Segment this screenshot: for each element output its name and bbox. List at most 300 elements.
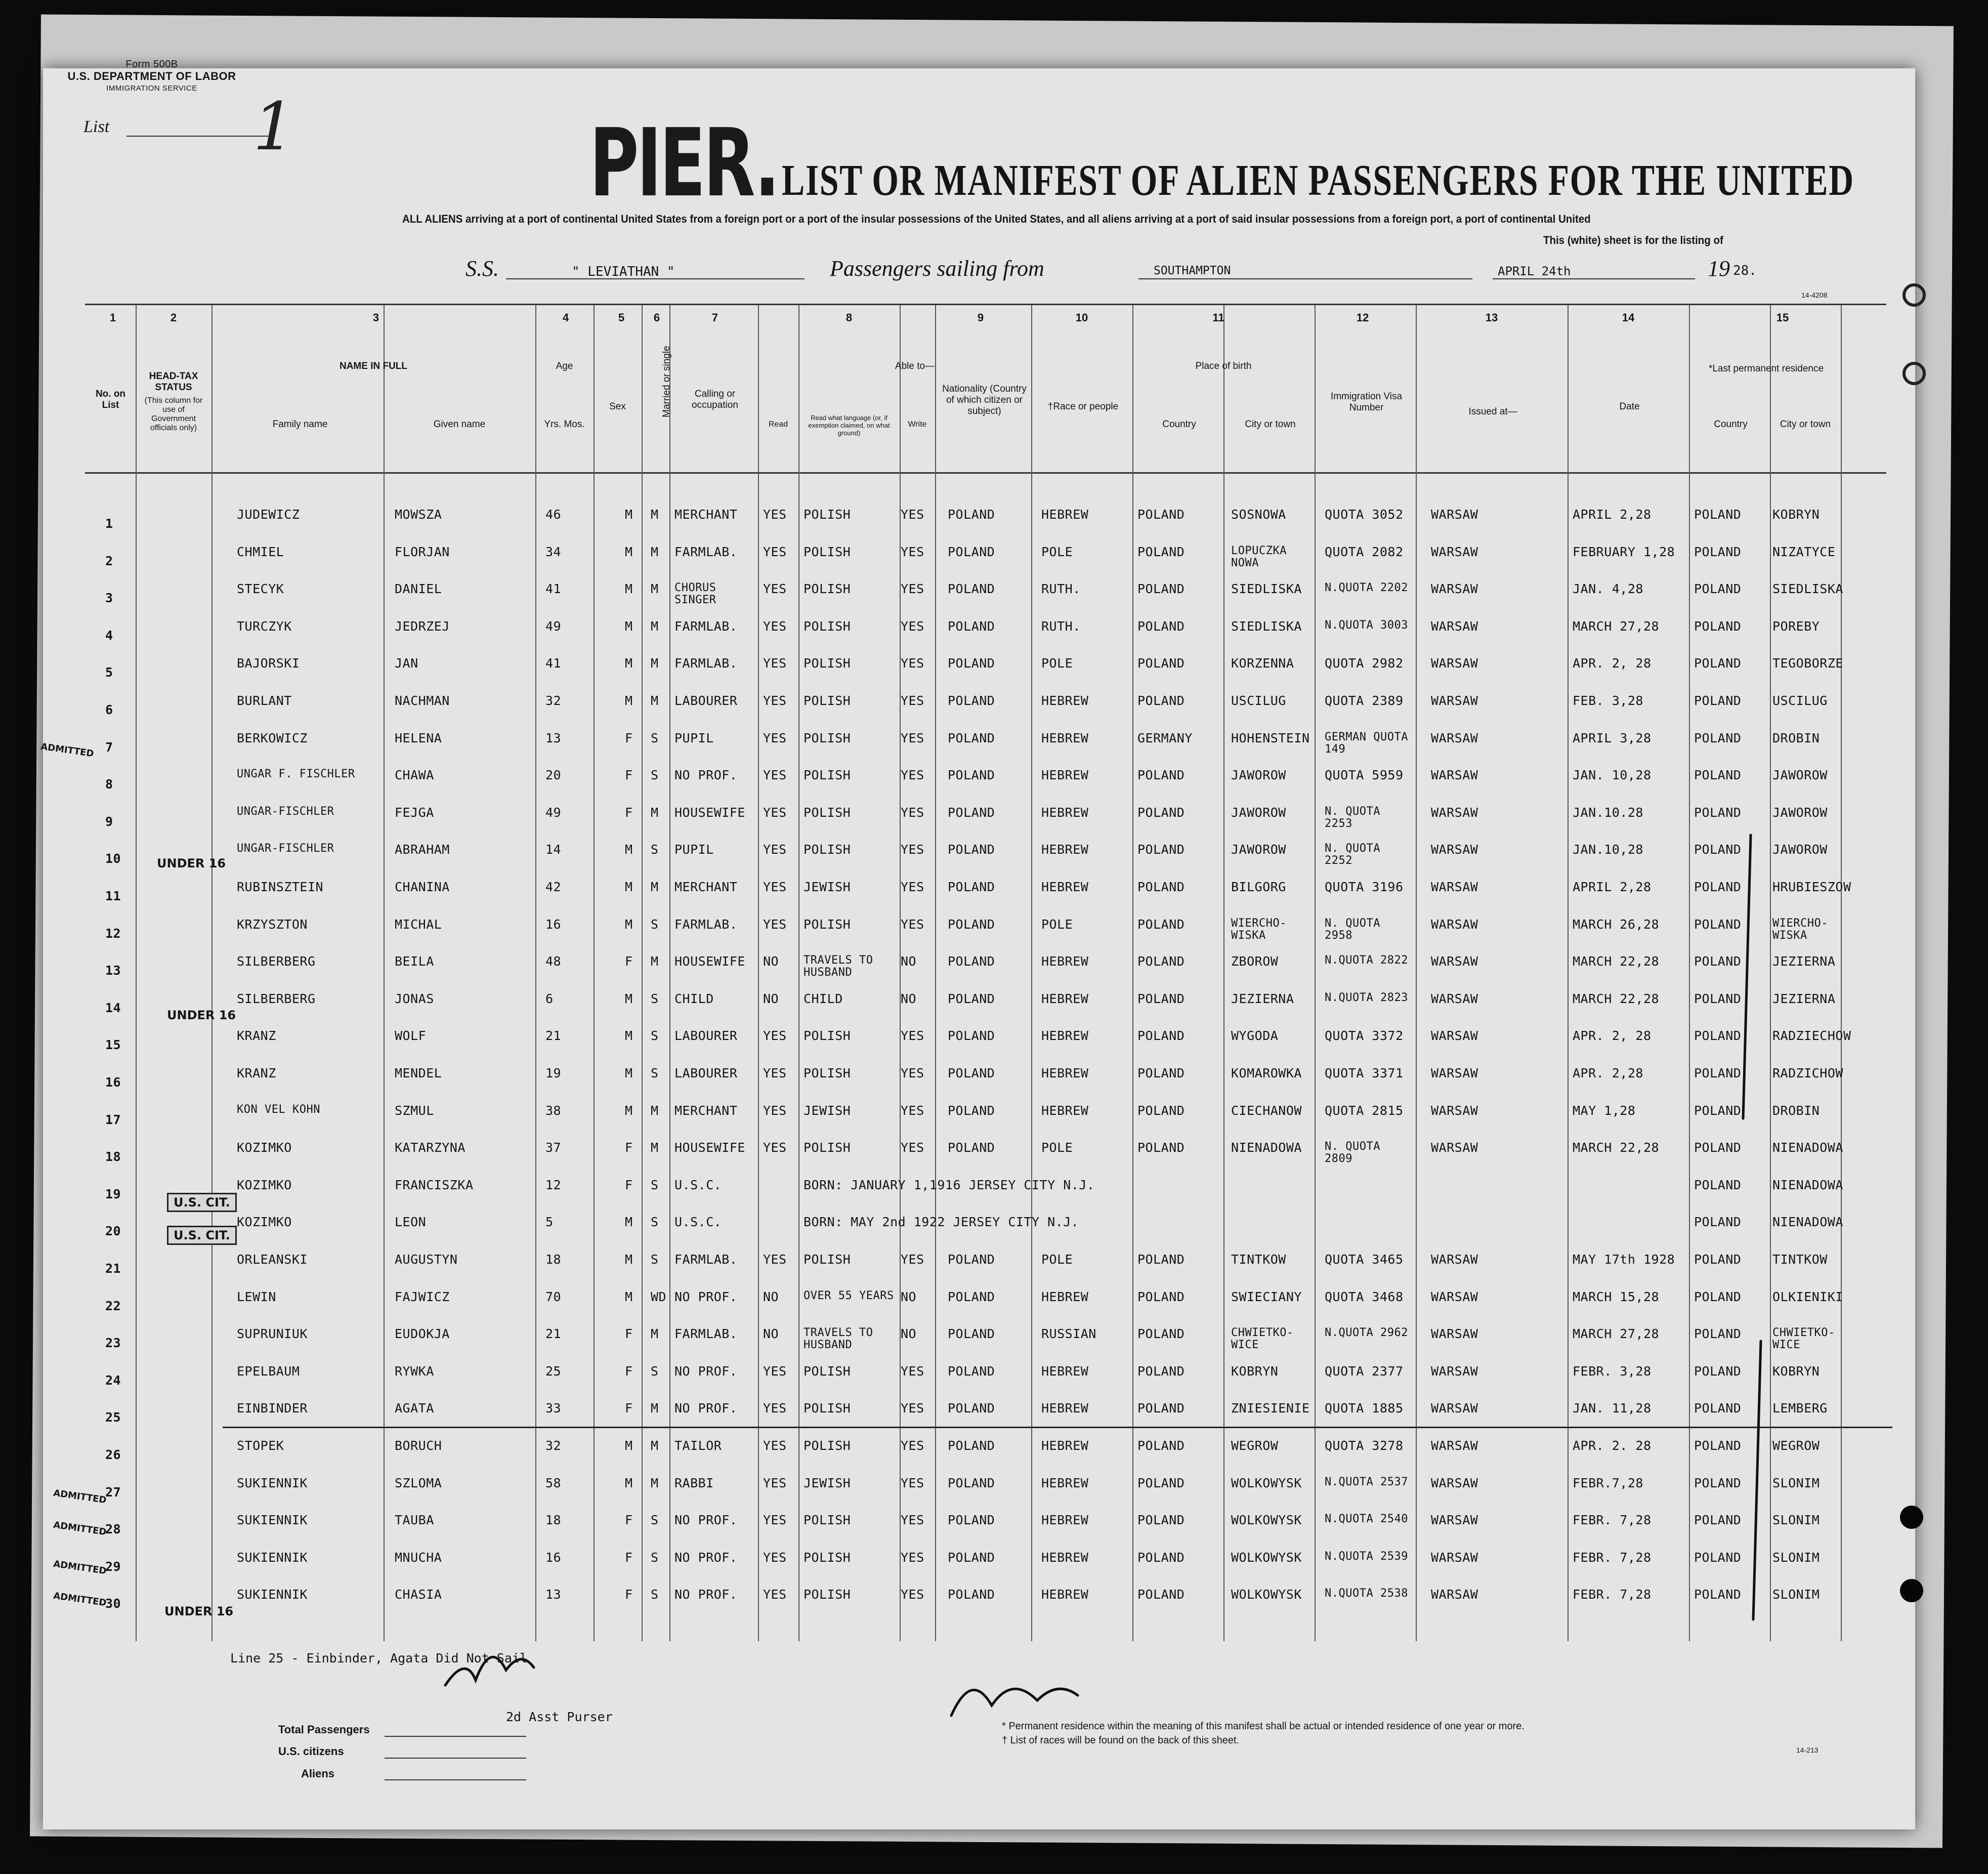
family-name: ORLEANSKI bbox=[237, 1252, 308, 1267]
family-name: BAJORSKI bbox=[237, 656, 300, 671]
write: YES bbox=[901, 618, 924, 634]
row-number: 29 bbox=[105, 1559, 121, 1574]
visa-number: QUOTA 2982 bbox=[1325, 656, 1404, 671]
family-name: STOPEK bbox=[237, 1438, 284, 1453]
age: 58 bbox=[545, 1475, 562, 1490]
read-language: CHILD bbox=[803, 991, 843, 1006]
line25-note: Line 25 - Einbinder, Agata Did Not Sail bbox=[230, 1651, 527, 1665]
residence-city: CHWIETKO- WICE bbox=[1772, 1326, 1835, 1352]
residence-city: RADZIECHOW bbox=[1772, 1028, 1851, 1044]
family-name: SUKIENNIK bbox=[237, 1513, 308, 1528]
visa-number: QUOTA 3196 bbox=[1325, 880, 1404, 894]
port-name: SOUTHAMPTON bbox=[1154, 264, 1231, 277]
sex: M bbox=[625, 1215, 633, 1230]
write: NO bbox=[901, 1326, 917, 1342]
age: 18 bbox=[545, 1252, 562, 1267]
col-number: 2 bbox=[170, 311, 177, 324]
sex: M bbox=[625, 1066, 633, 1080]
given-name: LEON bbox=[395, 1215, 427, 1230]
age: 6 bbox=[545, 991, 554, 1006]
nationality: POLAND bbox=[948, 656, 995, 671]
occupation: LABOURER bbox=[674, 1028, 738, 1044]
family-name: RUBINSZTEIN bbox=[237, 880, 324, 894]
read: NO bbox=[763, 954, 779, 969]
family-name: UNGAR-FISCHLER bbox=[237, 842, 334, 855]
col-number: 9 bbox=[977, 311, 984, 324]
row-number: 24 bbox=[105, 1372, 121, 1388]
col-number: 3 bbox=[372, 311, 379, 324]
sex: M bbox=[625, 917, 633, 932]
pier-stamp: PIER. bbox=[589, 108, 778, 218]
residence-country: POLAND bbox=[1694, 618, 1742, 634]
family-name: EINBINDER bbox=[237, 1401, 308, 1416]
birth-country: POLAND bbox=[1137, 1252, 1185, 1267]
list-number: 1 bbox=[253, 88, 295, 165]
occupation: NO PROF. bbox=[674, 1550, 738, 1565]
visa-date: MARCH 22,28 bbox=[1573, 991, 1660, 1006]
write: YES bbox=[901, 880, 924, 894]
birth-country: POLAND bbox=[1137, 805, 1185, 820]
row-number: 2 bbox=[105, 553, 113, 568]
given-name: FAJWICZ bbox=[395, 1289, 450, 1304]
header-race: †Race or people bbox=[1047, 401, 1119, 412]
page-title: LIST OR MANIFEST OF ALIEN PASSENGERS FOR THE UNITED bbox=[782, 155, 1854, 204]
row-number: 27 bbox=[105, 1484, 121, 1500]
header-write: Write bbox=[908, 420, 927, 429]
row-number: 28 bbox=[105, 1522, 121, 1537]
age: 13 bbox=[545, 730, 562, 745]
visa-number: QUOTA 2082 bbox=[1325, 544, 1404, 559]
birth-country: POLAND bbox=[1137, 842, 1185, 857]
birth-country: POLAND bbox=[1137, 656, 1185, 671]
nationality: POLAND bbox=[948, 1401, 995, 1416]
write: YES bbox=[901, 1401, 924, 1416]
under16-stamp: UNDER 16 bbox=[164, 1604, 234, 1618]
race: HEBREW bbox=[1041, 1363, 1089, 1379]
write: YES bbox=[901, 730, 924, 745]
nationality: POLAND bbox=[948, 805, 995, 820]
birth-country: POLAND bbox=[1137, 693, 1185, 708]
marital-status: M bbox=[651, 544, 659, 559]
occupation: LABOURER bbox=[674, 693, 738, 708]
issued-at: WARSAW bbox=[1431, 842, 1478, 857]
sailing-date: APRIL 24th bbox=[1498, 264, 1571, 278]
header-visa-date: Date bbox=[1619, 401, 1640, 412]
header-married: Married or single bbox=[661, 346, 672, 418]
read: YES bbox=[763, 1252, 787, 1267]
birth-city: TINTKOW bbox=[1231, 1252, 1286, 1267]
nationality: POLAND bbox=[948, 618, 995, 634]
occupation: HOUSEWIFE bbox=[674, 1140, 745, 1155]
nationality: POLAND bbox=[948, 1587, 995, 1602]
visa-date: JAN. 10,28 bbox=[1573, 768, 1652, 783]
birth-city: JEZIERNA bbox=[1231, 991, 1294, 1006]
sex: F bbox=[625, 1401, 633, 1416]
visa-number: QUOTA 3465 bbox=[1325, 1252, 1404, 1267]
header-birth-city: City or town bbox=[1245, 419, 1296, 430]
visa-date: JAN.10.28 bbox=[1573, 805, 1643, 820]
marital-status: S bbox=[651, 768, 659, 783]
marital-status: M bbox=[651, 954, 659, 969]
occupation: NO PROF. bbox=[674, 1401, 738, 1416]
nationality: POLAND bbox=[948, 1363, 995, 1379]
given-name: HELENA bbox=[395, 730, 442, 745]
visa-date: MARCH 27,28 bbox=[1573, 1326, 1660, 1342]
given-name: KATARZYNA bbox=[395, 1140, 466, 1155]
sex: M bbox=[625, 693, 633, 708]
given-name: TAUBA bbox=[395, 1513, 434, 1528]
visa-number: N.QUOTA 2823 bbox=[1325, 991, 1408, 1004]
given-name: JEDRZEJ bbox=[395, 618, 450, 634]
sex: M bbox=[625, 618, 633, 634]
visa-date: MARCH 15,28 bbox=[1573, 1289, 1660, 1304]
given-name: FLORJAN bbox=[395, 544, 450, 559]
family-name: KRANZ bbox=[237, 1028, 276, 1044]
write: NO bbox=[901, 954, 917, 969]
residence-city: NIENADOWA bbox=[1772, 1215, 1843, 1230]
birth-country: POLAND bbox=[1137, 1363, 1185, 1379]
read-language: POLISH bbox=[803, 1363, 851, 1379]
read-language: POLISH bbox=[803, 656, 851, 671]
issued-at: WARSAW bbox=[1431, 1363, 1478, 1379]
race: POLE bbox=[1041, 917, 1073, 932]
issued-at: WARSAW bbox=[1431, 880, 1478, 894]
residence-city: WEGROW bbox=[1772, 1438, 1820, 1453]
birth-country: POLAND bbox=[1137, 954, 1185, 969]
age: 41 bbox=[545, 656, 562, 671]
nationality: POLAND bbox=[948, 1326, 995, 1342]
marital-status: S bbox=[651, 917, 659, 932]
read-language: POLISH bbox=[803, 1550, 851, 1565]
read: YES bbox=[763, 805, 787, 820]
col-number: 1 bbox=[109, 311, 116, 324]
race: RUSSIAN bbox=[1041, 1326, 1096, 1342]
issued-at: WARSAW bbox=[1431, 1066, 1478, 1080]
birth-country: POLAND bbox=[1137, 1103, 1185, 1118]
given-name: CHAWA bbox=[395, 768, 434, 783]
footer-code: 14-213 bbox=[1796, 1746, 1818, 1754]
marital-status: S bbox=[651, 991, 659, 1006]
given-name: FRANCISZKA bbox=[395, 1177, 474, 1192]
birth-city: WOLKOWYSK bbox=[1231, 1513, 1302, 1528]
row-number: 9 bbox=[105, 814, 113, 829]
visa-date: MARCH 27,28 bbox=[1573, 618, 1660, 634]
residence-city: JAWOROW bbox=[1772, 768, 1828, 783]
occupation: FARMLAB. bbox=[674, 1326, 738, 1342]
race: HEBREW bbox=[1041, 1475, 1089, 1490]
race: HEBREW bbox=[1041, 693, 1089, 708]
residence-city: NIENADOWA bbox=[1772, 1140, 1843, 1155]
issued-at: WARSAW bbox=[1431, 730, 1478, 745]
read-language: BORN: JANUARY 1,1916 JERSEY CITY N.J. bbox=[803, 1177, 1095, 1192]
footnote-races: † List of races will be found on the back of this sheet. bbox=[1002, 1735, 1240, 1746]
residence-city: JEZIERNA bbox=[1772, 954, 1836, 969]
age: 20 bbox=[545, 768, 562, 783]
col-number: 14 bbox=[1622, 311, 1635, 324]
read-language: POLISH bbox=[803, 1140, 851, 1155]
birth-city: WIERCHO- WISKA bbox=[1231, 917, 1287, 942]
row-number: 22 bbox=[105, 1298, 121, 1313]
visa-date: MARCH 26,28 bbox=[1573, 917, 1660, 932]
occupation: MERCHANT bbox=[674, 507, 738, 522]
race: POLE bbox=[1041, 1140, 1073, 1155]
read: YES bbox=[763, 730, 787, 745]
nationality: POLAND bbox=[948, 1289, 995, 1304]
write: YES bbox=[901, 842, 924, 857]
age: 49 bbox=[545, 618, 562, 634]
residence-country: POLAND bbox=[1694, 805, 1742, 820]
write: YES bbox=[901, 1513, 924, 1528]
race: HEBREW bbox=[1041, 1438, 1089, 1453]
family-name: SILBERBERG bbox=[237, 954, 316, 969]
purser-label: 2d Asst Purser bbox=[506, 1710, 613, 1724]
residence-city: NIENADOWA bbox=[1772, 1177, 1843, 1192]
sex: M bbox=[625, 1438, 633, 1453]
birth-country: POLAND bbox=[1137, 618, 1185, 634]
visa-date: FEBR. 7,28 bbox=[1573, 1587, 1652, 1602]
race: HEBREW bbox=[1041, 805, 1089, 820]
nationality: POLAND bbox=[948, 1252, 995, 1267]
marital-status: S bbox=[651, 1363, 659, 1379]
race: HEBREW bbox=[1041, 1587, 1089, 1602]
visa-number: N.QUOTA 2822 bbox=[1325, 954, 1408, 967]
given-name: DANIEL bbox=[395, 581, 442, 597]
write: YES bbox=[901, 544, 924, 559]
header-visa: Immigration Visa Number bbox=[1330, 391, 1403, 413]
birth-city: ZNIESIENIE bbox=[1231, 1401, 1310, 1416]
residence-city: TEGOBORZE bbox=[1772, 656, 1843, 671]
visa-number: N. QUOTA 2958 bbox=[1325, 917, 1380, 942]
residence-city: JAWOROW bbox=[1772, 842, 1828, 857]
residence-city: KOBRYN bbox=[1772, 1363, 1820, 1379]
ship-name: " LEVIATHAN " bbox=[572, 264, 675, 279]
issued-at: WARSAW bbox=[1431, 1438, 1478, 1453]
issued-at: WARSAW bbox=[1431, 507, 1478, 522]
row-number: 7 bbox=[105, 739, 113, 755]
race: HEBREW bbox=[1041, 991, 1089, 1006]
residence-country: POLAND bbox=[1694, 1550, 1742, 1565]
birth-city: WOLKOWYSK bbox=[1231, 1587, 1302, 1602]
read-language: POLISH bbox=[803, 1438, 851, 1453]
header-place-of-birth: Place of birth bbox=[1195, 361, 1252, 371]
occupation: FARMLAB. bbox=[674, 544, 738, 559]
marital-status: M bbox=[651, 805, 659, 820]
row-number: 12 bbox=[105, 926, 121, 941]
row-number: 16 bbox=[105, 1075, 121, 1090]
read: YES bbox=[763, 1550, 787, 1565]
header-family-name: Family name bbox=[272, 419, 328, 430]
age: 46 bbox=[545, 507, 562, 522]
write: YES bbox=[901, 1103, 924, 1118]
write: YES bbox=[901, 507, 924, 522]
residence-country: POLAND bbox=[1694, 1289, 1742, 1304]
birth-country: POLAND bbox=[1137, 1438, 1185, 1453]
sex: M bbox=[625, 656, 633, 671]
read: YES bbox=[763, 1438, 787, 1453]
col-number: 15 bbox=[1776, 311, 1789, 324]
department: U.S. DEPARTMENT OF LABOR bbox=[67, 70, 236, 82]
residence-country: POLAND bbox=[1694, 1438, 1742, 1453]
row-number: 25 bbox=[105, 1410, 121, 1425]
marital-status: S bbox=[651, 1513, 659, 1528]
issued-at: WARSAW bbox=[1431, 954, 1478, 969]
write: YES bbox=[901, 1550, 924, 1565]
family-name: KRZYSZTON bbox=[237, 917, 308, 932]
residence-city: WIERCHO- WISKA bbox=[1772, 917, 1828, 942]
read: YES bbox=[763, 768, 787, 783]
age: 5 bbox=[545, 1215, 554, 1230]
read: YES bbox=[763, 1401, 787, 1416]
row-number: 19 bbox=[105, 1186, 121, 1201]
given-name: SZLOMA bbox=[395, 1475, 442, 1490]
age: 12 bbox=[545, 1177, 562, 1192]
birth-country: POLAND bbox=[1137, 991, 1185, 1006]
given-name: AGATA bbox=[395, 1401, 434, 1416]
read-language: POLISH bbox=[803, 842, 851, 857]
row-number: 5 bbox=[105, 665, 113, 680]
marital-status: S bbox=[651, 730, 659, 745]
residence-city: SIEDLISKA bbox=[1772, 581, 1843, 597]
age: 37 bbox=[545, 1140, 562, 1155]
col-number: 12 bbox=[1356, 311, 1369, 324]
race: HEBREW bbox=[1041, 730, 1089, 745]
write: YES bbox=[901, 917, 924, 932]
residence-country: POLAND bbox=[1694, 917, 1742, 932]
total-passengers-label: Total Passengers bbox=[278, 1723, 370, 1736]
sex: M bbox=[625, 1103, 633, 1118]
residence-city: POREBY bbox=[1772, 618, 1820, 634]
race: HEBREW bbox=[1041, 880, 1089, 894]
row-number: 10 bbox=[105, 851, 121, 866]
visa-number: QUOTA 2815 bbox=[1325, 1103, 1404, 1118]
birth-city: USCILUG bbox=[1231, 693, 1286, 708]
sex: M bbox=[625, 581, 633, 597]
form-number: Form 500B bbox=[125, 59, 178, 70]
issued-at: WARSAW bbox=[1431, 1401, 1478, 1416]
write: YES bbox=[901, 1140, 924, 1155]
given-name: BEILA bbox=[395, 954, 434, 969]
residence-country: POLAND bbox=[1694, 1401, 1742, 1416]
read: YES bbox=[763, 842, 787, 857]
given-name: CHANINA bbox=[395, 880, 450, 894]
given-name: ABRAHAM bbox=[395, 842, 450, 857]
admitted-stamp: ADMITTED bbox=[40, 741, 95, 760]
row-number: 18 bbox=[105, 1149, 121, 1164]
nationality: POLAND bbox=[948, 917, 995, 932]
year-prefix: 19 bbox=[1708, 256, 1730, 281]
usc-stamp: U.S. CIT. bbox=[167, 1193, 237, 1212]
family-name: KRANZ bbox=[237, 1066, 276, 1080]
age: 32 bbox=[545, 693, 562, 708]
birth-city: CHWIETKO- WICE bbox=[1231, 1326, 1294, 1352]
race: HEBREW bbox=[1041, 842, 1089, 857]
given-name: EUDOKJA bbox=[395, 1326, 450, 1342]
visa-number: N.QUOTA 2537 bbox=[1325, 1475, 1408, 1488]
nationality: POLAND bbox=[948, 1140, 995, 1155]
occupation: LABOURER bbox=[674, 1066, 738, 1080]
sex: M bbox=[625, 507, 633, 522]
marital-status: S bbox=[651, 1550, 659, 1565]
read: YES bbox=[763, 618, 787, 634]
admitted-stamp: ADMITTED bbox=[53, 1558, 107, 1577]
birth-city: NIENADOWA bbox=[1231, 1140, 1302, 1155]
residence-city: TINTKOW bbox=[1772, 1252, 1828, 1267]
sex: F bbox=[625, 1550, 633, 1565]
service: IMMIGRATION SERVICE bbox=[106, 84, 197, 93]
family-name: LEWIN bbox=[237, 1289, 276, 1304]
given-name: JONAS bbox=[395, 991, 434, 1006]
row-number: 8 bbox=[105, 777, 113, 792]
given-name: CHASIA bbox=[395, 1587, 442, 1602]
birth-country: POLAND bbox=[1137, 1401, 1185, 1416]
birth-city: WEGROW bbox=[1231, 1438, 1279, 1453]
birth-city: JAWOROW bbox=[1231, 842, 1286, 857]
occupation: FARMLAB. bbox=[674, 618, 738, 634]
visa-number: QUOTA 3468 bbox=[1325, 1289, 1404, 1304]
given-name: WOLF bbox=[395, 1028, 427, 1044]
issued-at: WARSAW bbox=[1431, 991, 1478, 1006]
admitted-stamp: ADMITTED bbox=[53, 1519, 107, 1538]
read-language: POLISH bbox=[803, 581, 851, 597]
birth-city: BILGORG bbox=[1231, 880, 1286, 894]
given-name: MOWSZA bbox=[395, 507, 442, 522]
race: POLE bbox=[1041, 656, 1073, 671]
visa-number: N.QUOTA 2962 bbox=[1325, 1326, 1408, 1340]
race: HEBREW bbox=[1041, 1066, 1089, 1080]
occupation: PUPIL bbox=[674, 842, 714, 857]
issued-at: WARSAW bbox=[1431, 618, 1478, 634]
age: 48 bbox=[545, 954, 562, 969]
header-no-on-list: No. on List bbox=[95, 389, 126, 410]
residence-country: POLAND bbox=[1694, 880, 1742, 894]
race: HEBREW bbox=[1041, 954, 1089, 969]
visa-date: JAN. 11,28 bbox=[1573, 1401, 1652, 1416]
residence-city: SLONIM bbox=[1772, 1513, 1820, 1528]
given-name: MENDEL bbox=[395, 1066, 442, 1080]
residence-city: JAWOROW bbox=[1772, 805, 1828, 820]
sex: F bbox=[625, 768, 633, 783]
issued-at: WARSAW bbox=[1431, 1289, 1478, 1304]
visa-date: APR. 2, 28 bbox=[1573, 1028, 1652, 1044]
header-sex: Sex bbox=[609, 401, 626, 412]
read: YES bbox=[763, 1475, 787, 1490]
birth-city: SIEDLISKA bbox=[1231, 618, 1302, 634]
issued-at: WARSAW bbox=[1431, 581, 1478, 597]
list-label: List bbox=[83, 117, 110, 136]
visa-date: APR. 2, 28 bbox=[1573, 656, 1652, 671]
header-res-country: Country bbox=[1714, 419, 1748, 430]
birth-city: JAWOROW bbox=[1231, 805, 1286, 820]
nationality: POLAND bbox=[948, 1066, 995, 1080]
col-number: 8 bbox=[845, 311, 853, 324]
visa-number: N.QUOTA 2202 bbox=[1325, 581, 1408, 595]
read: YES bbox=[763, 656, 787, 671]
nationality: POLAND bbox=[948, 1103, 995, 1118]
residence-country: POLAND bbox=[1694, 1066, 1742, 1080]
family-name: SUKIENNIK bbox=[237, 1587, 308, 1602]
age: 19 bbox=[545, 1066, 562, 1080]
residence-country: POLAND bbox=[1694, 1140, 1742, 1155]
read: YES bbox=[763, 1363, 787, 1379]
marital-status: M bbox=[651, 1401, 659, 1416]
issued-at: WARSAW bbox=[1431, 805, 1478, 820]
occupation: MERCHANT bbox=[674, 1103, 738, 1118]
row-number: 26 bbox=[105, 1447, 121, 1462]
write: YES bbox=[901, 1438, 924, 1453]
family-name: BERKOWICZ bbox=[237, 730, 308, 745]
sex: M bbox=[625, 544, 633, 559]
occupation: FARMLAB. bbox=[674, 656, 738, 671]
